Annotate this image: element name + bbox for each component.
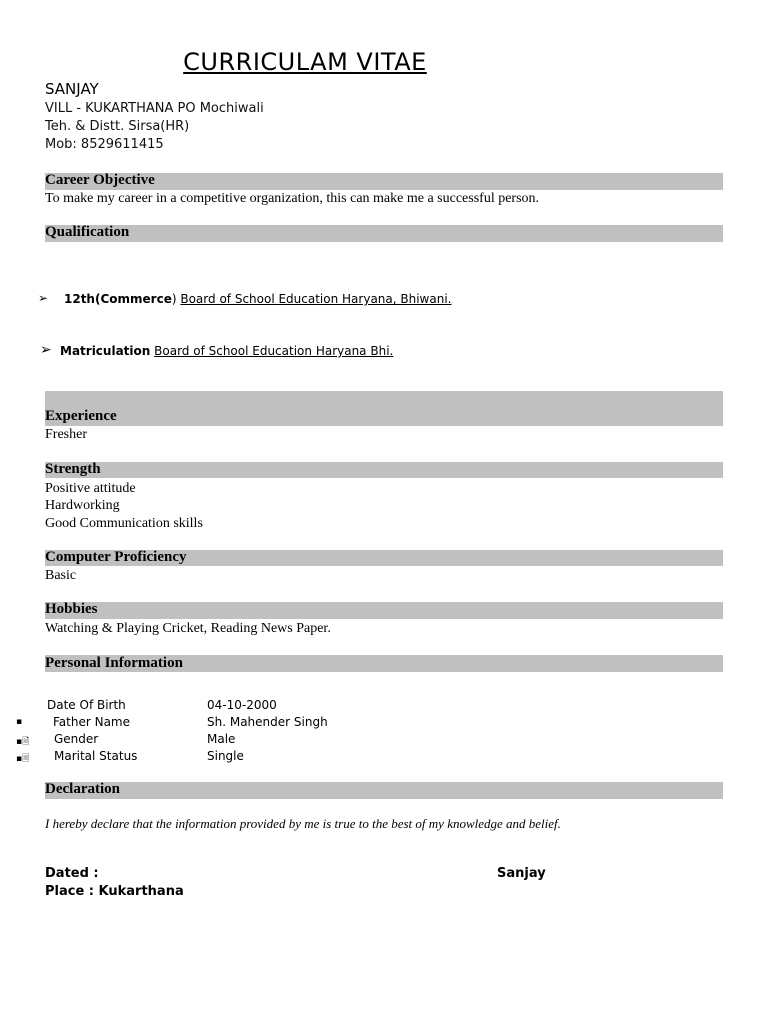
section-bar-declaration (45, 782, 723, 799)
qualification-item-1 (64, 292, 451, 306)
qualification-board: Board of School Education Haryana, Bhiwani. (180, 292, 452, 306)
dated-label: Dated : (45, 866, 99, 881)
strength-item: Good Communication skills (45, 516, 203, 531)
qualification-level-close: ) (171, 292, 177, 306)
career-objective-text: To make my career in a competitive organization, this can make me a successful person. (45, 191, 540, 206)
personal-info-value: Male (207, 732, 236, 746)
section-heading-strength: Strength (45, 461, 101, 477)
personal-info-label: Gender (54, 732, 99, 746)
section-heading-computer-proficiency: Computer Proficiency (45, 549, 187, 565)
strength-item: Positive attitude (45, 481, 136, 496)
section-heading-personal-information: Personal Information (45, 655, 183, 671)
page-title: CURRICULAM VITAE (183, 48, 427, 76)
qualification-level: 12th( (64, 292, 101, 306)
personal-info-value: 04-10-2000 (207, 698, 277, 712)
section-heading-career-objective: Career Objective (45, 172, 155, 188)
section-heading-hobbies: Hobbies (45, 601, 98, 617)
hobbies-text: Watching & Playing Cricket, Reading News Paper. (45, 621, 331, 636)
address-line-1: VILL - KUKARTHANA PO Mochiwali (45, 101, 264, 116)
personal-info-label: Date Of Birth (47, 698, 126, 712)
section-bar-experience (45, 391, 723, 426)
personal-info-label: Father Name (53, 715, 130, 729)
place-label: Place : Kukarthana (45, 884, 184, 899)
square-bullet-icon: ▪ (16, 717, 23, 727)
section-bar-strength (45, 462, 723, 478)
section-heading-experience: Experience (45, 408, 117, 424)
qualification-board: Board of School Education Haryana Bhi. (154, 344, 394, 358)
section-heading-qualification: Qualification (45, 224, 130, 240)
section-bar-qualification (45, 225, 723, 242)
qualification-item-2 (60, 344, 393, 358)
arrow-bullet-icon: ➢ (40, 342, 52, 358)
personal-info-value: Single (207, 749, 244, 763)
experience-text: Fresher (45, 427, 87, 442)
qualification-level: Matriculation (60, 344, 151, 358)
personal-info-label: Marital Status (54, 749, 138, 763)
document-bullet-icon: ▪🗏 (16, 754, 30, 764)
address-line-2: Teh. & Distt. Sirsa(HR) (45, 119, 190, 134)
declaration-text: I hereby declare that the information provided by me is true to the best of my knowledge and belief. (45, 816, 561, 831)
section-heading-declaration: Declaration (45, 781, 120, 797)
arrow-bullet-icon: ➢ (38, 291, 49, 305)
section-bar-hobbies (45, 602, 723, 619)
computer-proficiency-text: Basic (45, 568, 77, 583)
candidate-name: SANJAY (45, 80, 99, 98)
document-bullet-icon: ▪🗎 (16, 737, 30, 747)
qualification-stream: Commerce (100, 292, 172, 306)
signature-name: Sanjay (497, 866, 546, 881)
personal-info-value: Sh. Mahender Singh (207, 715, 328, 729)
phone-number: Mob: 8529611415 (45, 137, 164, 152)
strength-item: Hardworking (45, 498, 120, 513)
